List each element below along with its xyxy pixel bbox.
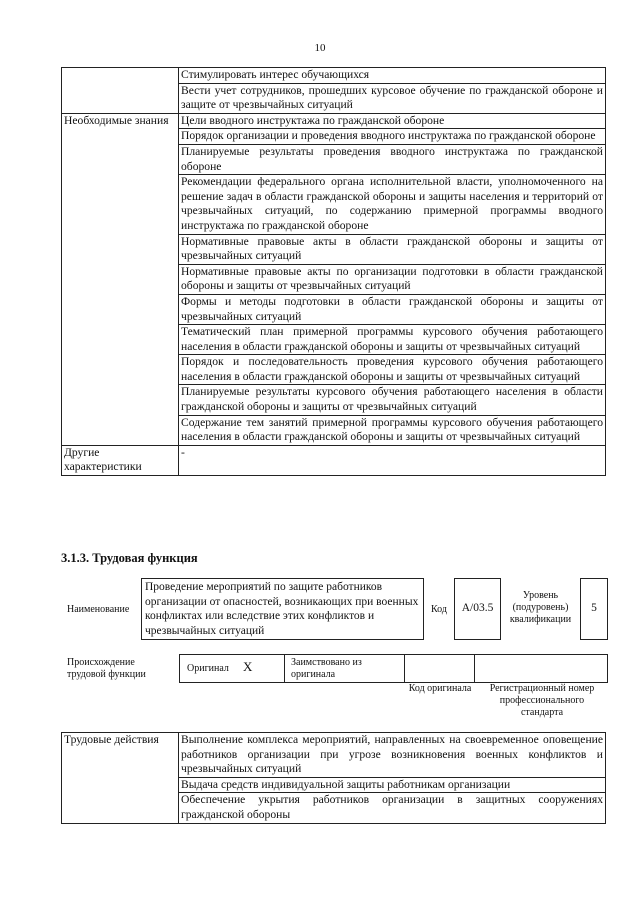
section-heading: 3.1.3. Трудовая функция <box>61 551 198 565</box>
table-cell: Порядок и последовательность проведения курсового обучения работающего населения в области гражданской обороны и защиты от чрезвычайных ситуаций <box>179 355 606 385</box>
empty-label-cell <box>62 234 179 264</box>
empty-label-cell <box>62 68 179 84</box>
table-row <box>62 83 606 113</box>
table-row <box>62 264 606 294</box>
code-value: A/03.5 <box>461 602 494 614</box>
empty-label-cell <box>62 294 179 324</box>
table-cell: Содержание тем занятий примерной программы курсового обучения работающего населения в области гражданской обороны и защиты от чрезвычайных ситуаций <box>179 415 606 445</box>
empty-label-cell <box>62 264 179 294</box>
table-cell: - <box>179 445 606 475</box>
table-row <box>62 144 606 174</box>
origin-borrowed-cell <box>284 654 405 683</box>
table-cell: Цели вводного инструктажа по гражданской обороне <box>179 113 606 129</box>
table-cell: Нормативные правовые акты в области гражданской обороны и защиты от чрезвычайных ситуаций <box>179 234 606 264</box>
labor-actions-table <box>61 732 606 824</box>
table-cell: Стимулировать интерес обучающихся <box>179 68 606 84</box>
table-row <box>62 325 606 355</box>
table-cell: Планируемые результаты курсового обучения работающего населения в области гражданской обороны и защиты от чрезвычайных ситуаций <box>179 385 606 415</box>
empty-label-cell <box>62 325 179 355</box>
level-value-box <box>580 578 608 640</box>
code-value-box <box>454 578 501 640</box>
name-value-box <box>141 578 424 640</box>
name-label: Наименование <box>67 604 130 615</box>
table-cell: Обеспечение укрытия работников организации в защитных сооружениях гражданской обороны <box>179 793 606 823</box>
table-row <box>62 733 606 778</box>
table-row <box>62 445 606 475</box>
empty-label-cell <box>62 175 179 234</box>
name-value: Проведение мероприятий по защите работников организации от опасностей, возникающих при военных конфликтах или вследствие этих конфликтов и чрезвычайных ситуаций <box>145 581 419 637</box>
empty-label-cell <box>62 355 179 385</box>
origin-label: Происхождение трудовой функции <box>67 657 146 680</box>
table-row <box>62 355 606 385</box>
code-label: Код <box>431 604 447 615</box>
original-label: Оригинал <box>187 663 229 674</box>
code-original-cell <box>404 654 475 683</box>
reg-number-cell <box>474 654 608 683</box>
empty-label-cell <box>62 83 179 113</box>
empty-label-cell <box>62 385 179 415</box>
table-cell: Выдача средств индивидуальной защиты работникам организации <box>179 777 606 793</box>
table-row <box>62 294 606 324</box>
table-cell: Планируемые результаты проведения вводного инструктажа по гражданской обороне <box>179 144 606 174</box>
table-cell: Тематический план примерной программы курсового обучения работающего населения в области гражданской обороны и защиты от чрезвычайных ситуаций <box>179 325 606 355</box>
level-label: Уровень (подуровень) квалификации <box>509 590 572 625</box>
table-row <box>62 385 606 415</box>
actions-label: Трудовые действия <box>62 733 179 824</box>
table-cell: Нормативные правовые акты по организации подготовки в области гражданской обороны и защиты от чрезвычайных ситуаций <box>179 264 606 294</box>
borrowed-label: Заимствовано из оригинала <box>291 657 362 680</box>
page-number: 10 <box>314 42 326 54</box>
table-cell: Формы и методы подготовки в области гражданской обороны и защиты от чрезвычайных ситуаций <box>179 294 606 324</box>
table-cell: Вести учет сотрудников, прошедших курсовое обучение по гражданской обороне и защите от чрезвычайных ситуаций <box>179 83 606 113</box>
table-row <box>62 113 606 129</box>
code-original-label: Код оригинала <box>408 683 472 694</box>
other-label: Другие характеристики <box>62 445 179 475</box>
table-cell: Порядок организации и проведения вводного инструктажа по гражданской обороне <box>179 129 606 145</box>
knowledge-table <box>61 67 606 476</box>
table-row <box>62 129 606 145</box>
table-cell: Рекомендации федерального органа исполнительной власти, уполномоченного на решение задач в области гражданской обороны и защиты населения и территорий от чрезвычайных ситуаций, по содержанию примерной программы вводного инструктажа по гражданской обороне <box>179 175 606 234</box>
table-row <box>62 234 606 264</box>
level-value: 5 <box>591 602 597 614</box>
reg-number-label: Регистрационный номер профессионального стандарта <box>489 683 595 718</box>
empty-label-cell <box>62 415 179 445</box>
knowledge-label: Необходимые знания <box>62 113 179 129</box>
table-row <box>62 68 606 84</box>
table-row <box>62 175 606 234</box>
empty-label-cell <box>62 129 179 145</box>
original-mark: X <box>243 659 253 674</box>
table-row <box>62 415 606 445</box>
empty-label-cell <box>62 144 179 174</box>
table-cell: Выполнение комплекса мероприятий, направленных на своевременное оповещение работников организации при угрозе возникновения военных конфликтов и чрезвычайных ситуаций <box>179 733 606 778</box>
origin-original-cell <box>179 654 285 683</box>
